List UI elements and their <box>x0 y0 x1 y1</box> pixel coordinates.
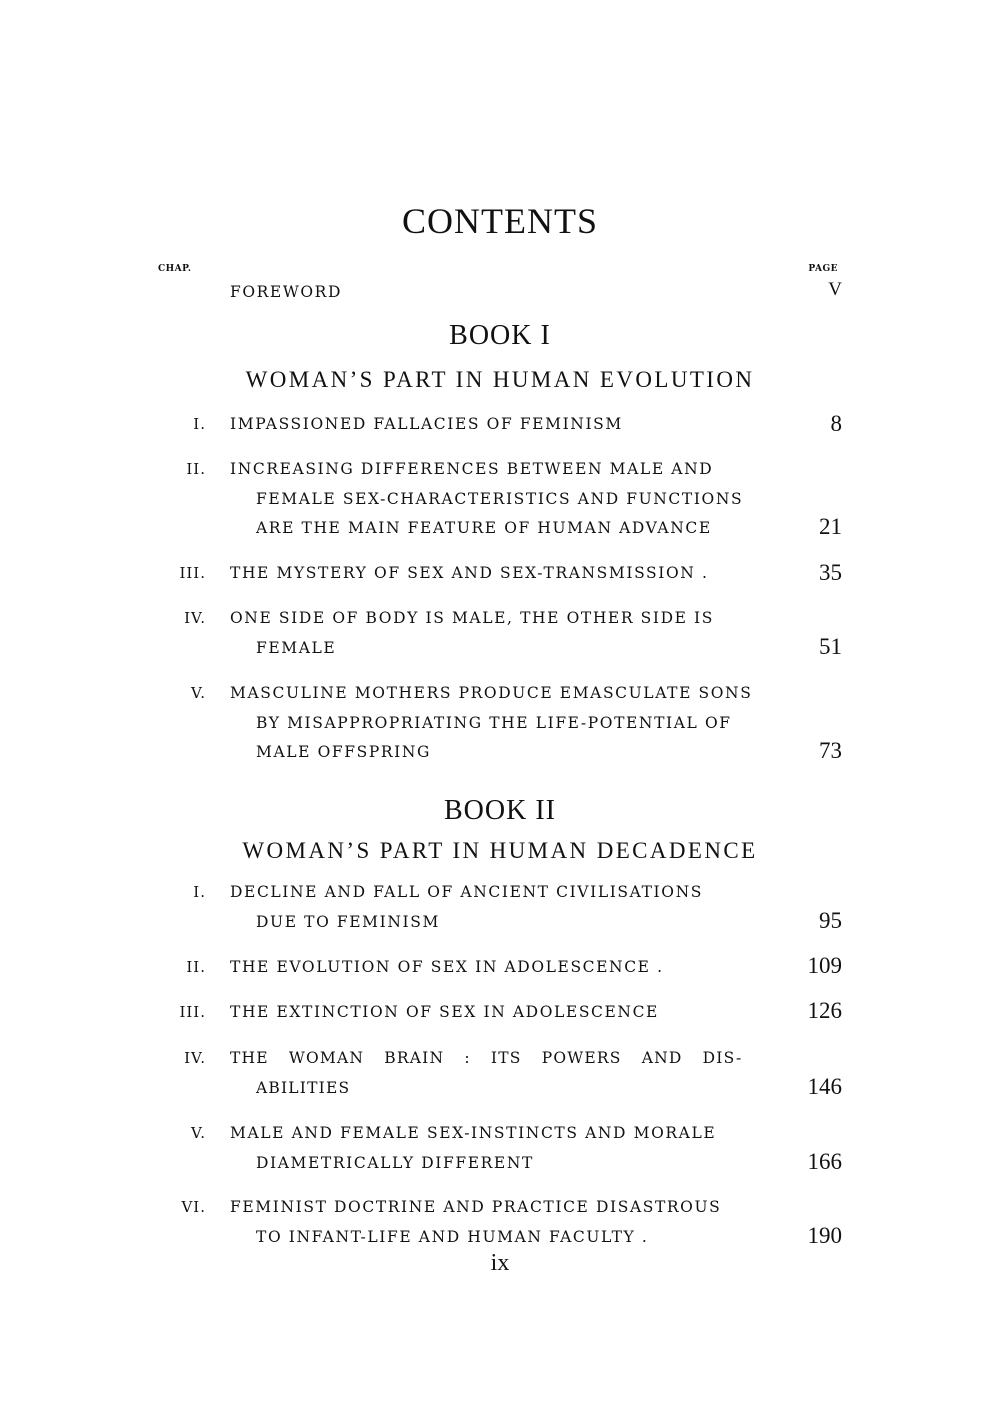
chapter-number: I. <box>193 415 206 433</box>
chapter-page: 21 <box>819 514 842 539</box>
book-subtitle: WOMAN’S PART IN HUMAN EVOLUTION <box>245 367 755 392</box>
chapter-number: II. <box>186 460 206 478</box>
chapter-page: 8 <box>830 411 842 436</box>
chapter-title <box>230 679 790 768</box>
chapter-title <box>230 878 790 937</box>
chapter-title-line: BY MISAPPROPRIATING THE LIFE-POTENTIAL OF <box>256 713 732 732</box>
book-heading: BOOK II <box>444 795 556 826</box>
chapter-title-line: IMPASSIONED FALLACIES OF FEMINISM <box>230 415 623 433</box>
page-column-head: PAGE <box>808 264 838 274</box>
chapter-title-line: THE EVOLUTION OF SEX IN ADOLESCENCE . <box>230 958 664 976</box>
chapter-title <box>230 998 790 1028</box>
chapter-title-line: FEMINIST DOCTRINE AND PRACTICE DISASTROUS <box>230 1198 722 1216</box>
chapter-title-line: FEMALE SEX-CHARACTERISTICS AND FUNCTIONS <box>256 489 744 508</box>
chapter-page: 35 <box>819 560 842 585</box>
chapter-title <box>230 410 790 440</box>
chapter-number: V. <box>191 684 206 702</box>
foreword-page: V <box>828 279 842 300</box>
chap-column-head: CHAP. <box>158 264 192 274</box>
chapter-page: 166 <box>807 1149 842 1174</box>
folio-page-number: ix <box>490 1250 510 1276</box>
chapter-title-line: THE MYSTERY OF SEX AND SEX-TRANSMISSION . <box>230 564 709 582</box>
chapter-title <box>230 1193 790 1252</box>
chapter-number: V. <box>191 1124 206 1142</box>
chapter-title-line: ABILITIES <box>256 1078 351 1097</box>
chapter-title-line: DIAMETRICALLY DIFFERENT <box>256 1153 534 1172</box>
chapter-title-line: MALE OFFSPRING <box>256 743 432 761</box>
chapter-number: I. <box>193 883 206 901</box>
chapter-title-line: ONE SIDE OF BODY IS MALE, THE OTHER SIDE IS <box>230 609 714 627</box>
chapter-number: III. <box>179 564 206 582</box>
book-subtitle: WOMAN’S PART IN HUMAN DECADENCE <box>242 838 758 863</box>
chapter-title-line: ARE THE MAIN FEATURE OF HUMAN ADVANCE <box>256 519 712 537</box>
chapter-title-line: FEMALE <box>256 638 337 657</box>
chapter-number: IV. <box>184 609 206 627</box>
book-heading: BOOK I <box>449 320 551 351</box>
chapter-title <box>230 455 790 544</box>
chapter-title <box>230 1044 790 1103</box>
chapter-title <box>230 953 790 983</box>
chapter-title-line: THE WOMAN BRAIN : ITS POWERS AND DIS- <box>230 1049 743 1067</box>
chapter-page: 126 <box>807 998 842 1023</box>
chapter-title <box>230 559 790 589</box>
chapter-title-line: DECLINE AND FALL OF ANCIENT CIVILISATIONS <box>230 883 703 901</box>
chapter-title-line: MALE AND FEMALE SEX-INSTINCTS AND MORALE <box>230 1124 717 1142</box>
foreword-label: FOREWORD <box>230 283 342 301</box>
chapter-title <box>230 604 790 663</box>
chapter-title <box>230 1119 790 1178</box>
chapter-page: 51 <box>819 634 842 659</box>
chapter-title-line: THE EXTINCTION OF SEX IN ADOLESCENCE <box>230 1003 659 1021</box>
chapter-number: IV. <box>184 1049 206 1067</box>
chapter-number: VI. <box>181 1198 206 1216</box>
chapter-number: III. <box>179 1003 206 1021</box>
page-title: CONTENTS <box>402 201 598 241</box>
chapter-title-line: INCREASING DIFFERENCES BETWEEN MALE AND <box>230 460 714 478</box>
chapter-title-line: TO INFANT-LIFE AND HUMAN FACULTY . <box>256 1227 649 1246</box>
chapter-title-line: MASCULINE MOTHERS PRODUCE EMASCULATE SONS <box>230 684 753 702</box>
chapter-page: 190 <box>807 1223 842 1248</box>
chapter-page: 95 <box>819 908 842 933</box>
chapter-page: 109 <box>807 953 842 978</box>
chapter-number: II. <box>186 958 206 976</box>
chapter-page: 146 <box>807 1074 842 1099</box>
chapter-page: 73 <box>819 738 842 763</box>
chapter-title-line: DUE TO FEMINISM <box>256 912 440 931</box>
